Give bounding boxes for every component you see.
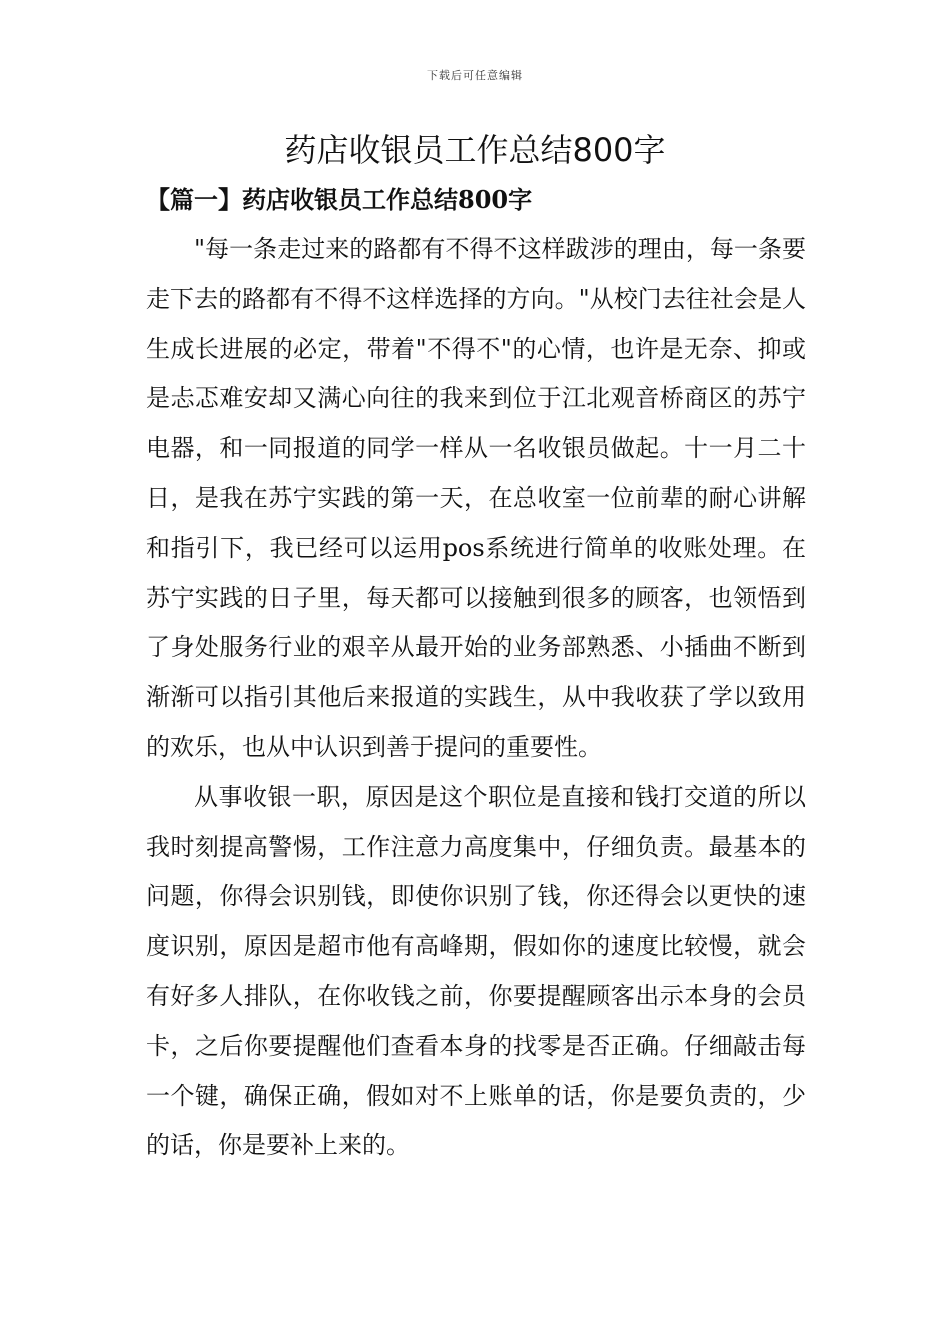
body-paragraph-1: "每一条走过来的路都有不得不这样跋涉的理由，每一条要走下去的路都有不得不这样选择的方向。"从校门去往社会是人生成长进展的必定，带着"不得不"的心情，也许是无奈、抑或是忐忑难安却又满心向往的我来到位于江北观音桥商区的苏宁电器，和一同报道的同学一样从一名收银员做起。十一月二十日，是我在苏宁实践的第一天，在总收室一位前辈的耐心讲解和指引下，我已经可以运用pos系统进行简单的收账处理。在苏宁实践的日子里，每天都可以接触到很多的顾客，也领悟到了身处服务行业的艰辛从最开始的业务部熟悉、小插曲不断到渐渐可以指引其他后来报道的实践生，从中我收获了学以致用的欢乐，也从中认识到善于提问的重要性。 (146, 235, 806, 761)
section-heading: 【篇一】药店收银员工作总结800字 (146, 185, 533, 214)
document-title: 药店收银员工作总结800字 (284, 131, 666, 169)
document-body (146, 225, 806, 1171)
page-header-note: 下载后可任意编辑 (427, 69, 523, 82)
body-paragraph-2: 从事收银一职，原因是这个职位是直接和钱打交道的所以我时刻提高警惕，工作注意力高度集中，仔细负责。最基本的问题，你得会识别钱，即使你识别了钱，你还得会以更快的速度识别，原因是超市他有高峰期，假如你的速度比较慢，就会有好多人排队，在你收钱之前，你要提醒顾客出示本身的会员卡，之后你要提醒他们查看本身的找零是否正确。仔细敲击每一个键，确保正确，假如对不上账单的话，你是要负责的，少的话，你是要补上来的。 (146, 782, 806, 1160)
